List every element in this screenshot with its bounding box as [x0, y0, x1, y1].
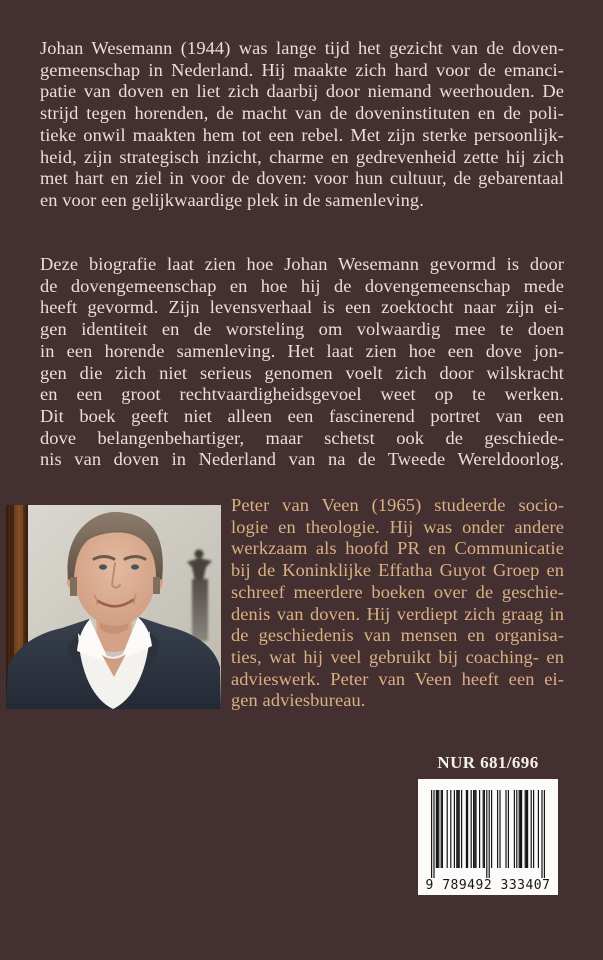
- text-line: werkzaam als hoofd PR en Communicatie: [231, 538, 564, 559]
- text-line: strijd tegen horenden, de macht van de doveninstituten en de poli-: [40, 103, 564, 124]
- synopsis-paragraph-2: [40, 254, 564, 471]
- text-line: advieswerk. Peter van Veen heeft een ei-: [231, 668, 564, 689]
- author-bio: [231, 495, 564, 712]
- synopsis-paragraph-1: [40, 38, 564, 212]
- text-line: heeft gevormd. Zijn levensverhaal is een zoektocht naar zijn ei-: [40, 297, 564, 318]
- text-line: en voor een gelijkwaardige plek in de samenleving.: [40, 189, 424, 210]
- text-line: denis van doven. Hij verdiept zich graag in: [231, 603, 564, 624]
- nur-code-label: NUR 681/696: [437, 753, 539, 772]
- text-line: ties, wat hij veel gebruikt bij coaching- en: [231, 646, 564, 667]
- author-photo: [6, 505, 221, 709]
- text-line: gen adviesbureau.: [231, 690, 366, 711]
- text-line: Johan Wesemann (1944) was lange tijd het gezicht van de doven-: [40, 38, 564, 58]
- text-line: gen identiteit en de worsteling om volwaardig mee te doen: [40, 319, 564, 340]
- text-line: logie en theologie. Hij was onder andere: [231, 516, 564, 537]
- text-line: in een horende samenleving. Het laat zien hoe een dove jon-: [40, 340, 564, 361]
- text-line: schreef meerdere boeken over de geschie-: [231, 581, 564, 602]
- text-line: Dit boek geeft niet alleen een fascinerend portret van een: [40, 405, 564, 426]
- text-line: dove belangenbehartiger, maar schetst ook de geschiede-: [40, 427, 564, 448]
- text-line: de dovengemeenschap en hoe hij de dovengemeenschap mede: [40, 275, 564, 296]
- barcode-digits: 9 789492 333407: [425, 878, 551, 893]
- text-line: nis van doven in Nederland van na de Tweede Wereldoorlog.: [40, 449, 564, 470]
- text-line: de geschiedenis van mensen en organisa-: [231, 625, 564, 646]
- text-line: patie van doven en liet zich daarbij door niemand weerhouden. De: [40, 81, 564, 102]
- text-line: Deze biografie laat zien hoe Johan Wesemann gevormd is door: [40, 254, 564, 274]
- barcode-panel: [418, 779, 558, 895]
- text-line: tieke onwil maakten hem tot een rebel. Met zijn sterke persoonlijk-: [40, 124, 564, 145]
- ean13-barcode: [431, 790, 545, 878]
- text-line: bij de Koninklijke Effatha Guyot Groep en: [231, 560, 564, 581]
- text-line: Peter van Veen (1965) studeerde socio-: [231, 495, 564, 515]
- text-line: en een groot rechtvaardigheidsgevoel weet op te werken.: [40, 384, 564, 405]
- text-line: gen die zich niet serieus genomen voelt zich door wilskracht: [40, 362, 564, 383]
- text-line: gemeenschap in Nederland. Hij maakte zich hard voor de emanci-: [40, 59, 564, 80]
- author-photo-illustration: [6, 505, 221, 709]
- text-line: heid, zijn strategisch inzicht, charme en gedrevenheid zette hij zich: [40, 146, 564, 167]
- text-line: met hart en ziel in voor de doven: voor hun cultuur, de gebarentaal: [40, 168, 564, 189]
